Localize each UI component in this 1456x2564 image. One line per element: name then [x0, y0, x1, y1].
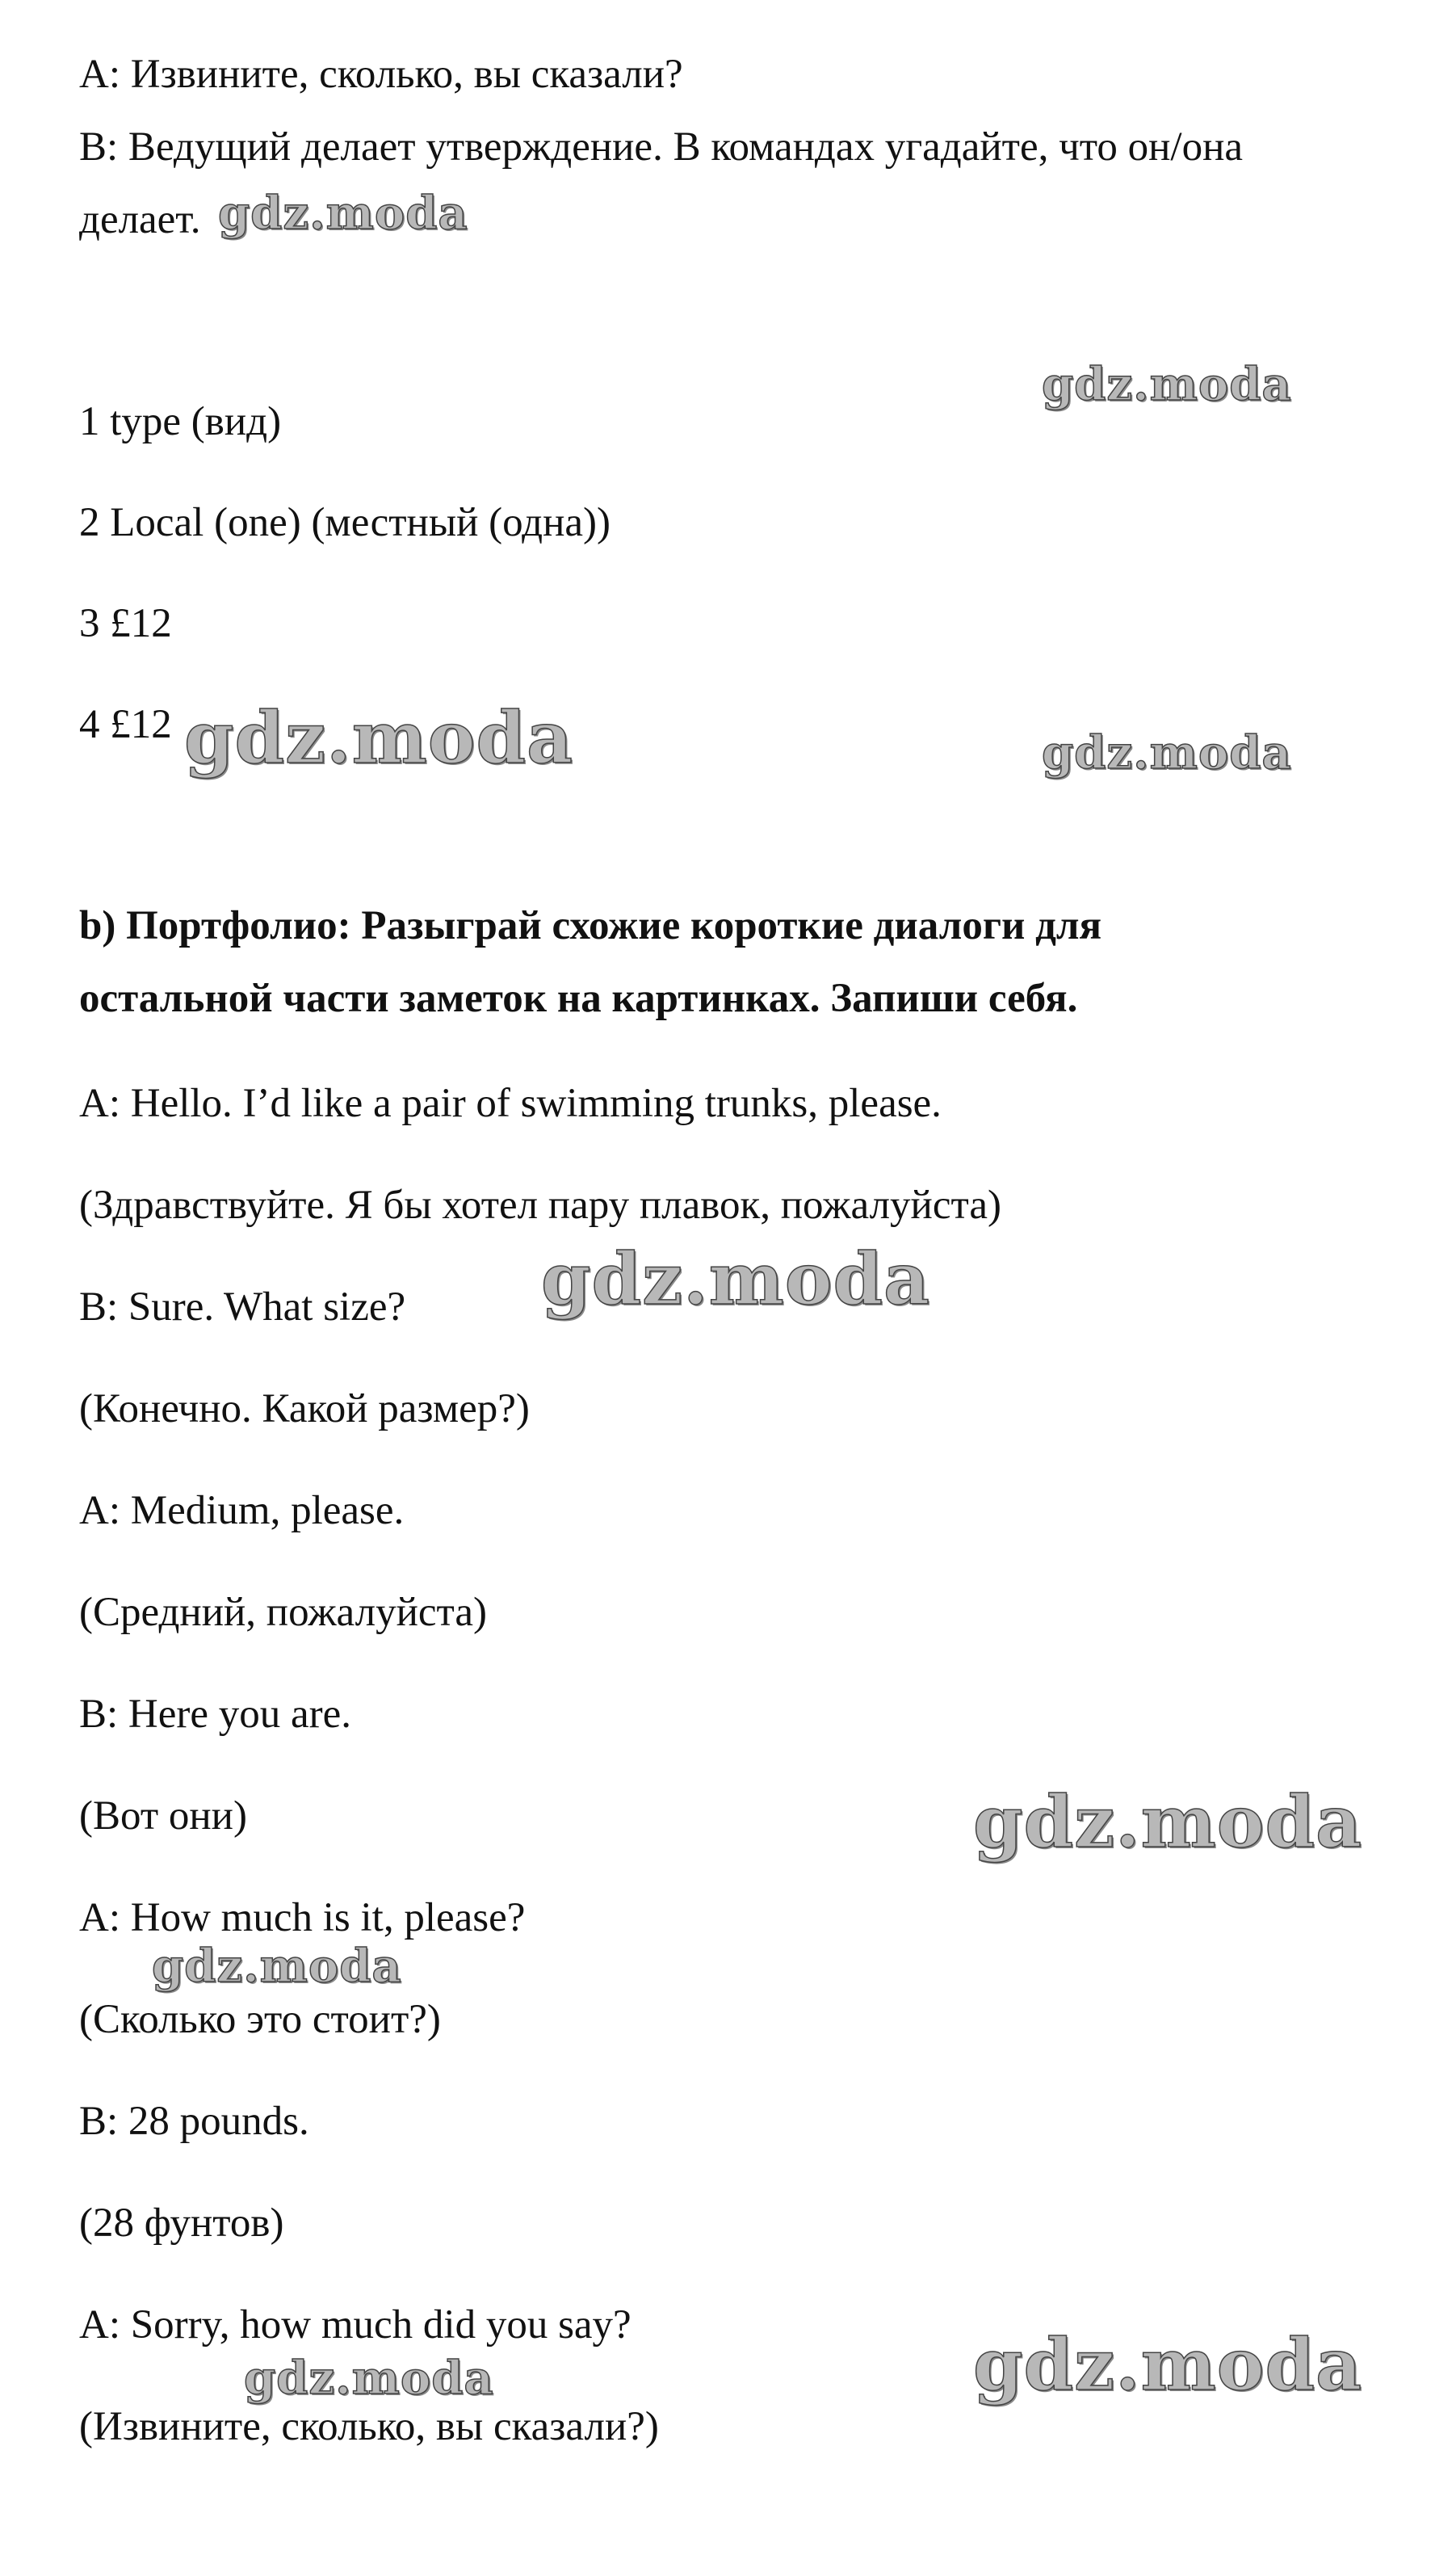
- dialogue-translation-6: (28 фунтов): [79, 2200, 284, 2246]
- dialogue-translation-3: (Средний, пожалуйста): [79, 1590, 488, 1635]
- dialogue-line-1: A: Hello. I’d like a pair of swimming trunks, please.: [79, 1081, 942, 1126]
- watermark: gdz.moda: [973, 1780, 1363, 1864]
- dialogue-line-3: A: Medium, please.: [79, 1488, 405, 1533]
- watermark: gdz.moda: [184, 696, 574, 780]
- answer-2: 2 Local (one) (местный (одна)): [79, 500, 611, 545]
- dialogue-line-4: B: Here you are.: [79, 1692, 352, 1737]
- answer-3: 3 £12: [79, 601, 172, 646]
- watermark: gdz.moda: [244, 2352, 494, 2405]
- text-line-3: делает.: [79, 197, 201, 242]
- watermark: gdz.moda: [152, 1940, 402, 1993]
- answer-4: 4 £12: [79, 702, 172, 747]
- task-heading-line-1: b) Портфолио: Разыграй схожие короткие диалоги для: [79, 903, 1102, 948]
- dialogue-translation-5: (Сколько это стоит?): [79, 1997, 441, 2042]
- watermark: gdz.moda: [541, 1237, 931, 1321]
- text-line-1: A: Извините, сколько, вы сказали?: [79, 52, 683, 97]
- dialogue-line-2: B: Sure. What size?: [79, 1284, 406, 1330]
- dialogue-translation-1: (Здравствуйте. Я бы хотел пару плавок, пожалуйста): [79, 1183, 1001, 1228]
- dialogue-translation-2: (Конечно. Какой размер?): [79, 1386, 530, 1431]
- dialogue-line-6: B: 28 pounds.: [79, 2099, 309, 2144]
- dialogue-line-7: A: Sorry, how much did you say?: [79, 2302, 631, 2348]
- watermark: gdz.moda: [1042, 726, 1292, 780]
- watermark: gdz.moda: [1042, 358, 1292, 411]
- watermark: gdz.moda: [973, 2322, 1363, 2406]
- watermark: gdz.moda: [218, 187, 468, 240]
- dialogue-translation-4: (Вот они): [79, 1793, 247, 1839]
- answer-1: 1 type (вид): [79, 399, 282, 444]
- task-heading-line-2: остальной части заметок на картинках. Запиши себя.: [79, 976, 1078, 1021]
- dialogue-translation-7: (Извините, сколько, вы сказали?): [79, 2404, 659, 2449]
- dialogue-line-5: A: How much is it, please?: [79, 1895, 526, 1940]
- text-line-2: B: Ведущий делает утверждение. В командах угадайте, что он/она: [79, 124, 1243, 170]
